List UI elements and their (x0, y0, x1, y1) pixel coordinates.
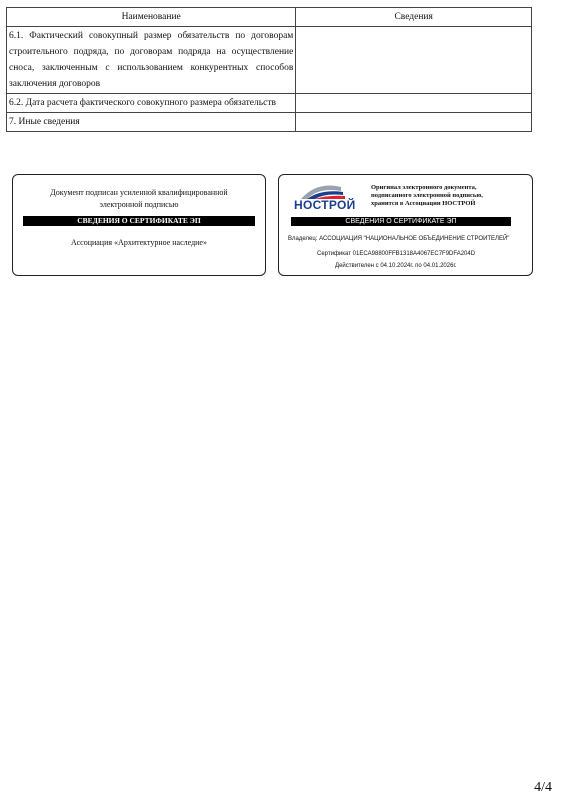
row-label: 6.2. Дата расчета фактического совокупного размера обязательств (7, 94, 296, 113)
signed-notice (23, 187, 255, 211)
original-notice (371, 184, 521, 208)
signature-stamp-right (278, 174, 533, 276)
table-row (7, 94, 532, 113)
signed-line-1: Документ подписан усиленной квалифицированной (50, 188, 228, 197)
logo-flag-icon (291, 183, 359, 199)
header-details: Сведения (296, 8, 532, 27)
signer-organization: Ассоциация «Архитектурное наследие» (71, 238, 207, 247)
certificate-serial: Сертификат 01ECA98800FFB1318A4067EC7F9DFA204D (317, 251, 476, 257)
certificate-owner: Владелец: АССОЦИАЦИЯ "НАЦИОНАЛЬНОЕ ОБЪЕДИНЕНИЕ СТРОИТЕЛЕЙ" (288, 236, 510, 242)
certificate-bar: СВЕДЕНИЯ О СЕРТИФИКАТЕ ЭП (291, 217, 511, 226)
certificate-bar: СВЕДЕНИЯ О СЕРТИФИКАТЕ ЭП (23, 216, 255, 226)
row-value (296, 27, 532, 94)
original-line-3: хранится в Ассоциации НОСТРОЙ (371, 200, 476, 207)
header-name: Наименование (7, 8, 296, 27)
page-number: 4/4 (534, 780, 552, 795)
row-value (296, 94, 532, 113)
row-label: 7. Иные сведения (7, 113, 296, 132)
row-label: 6.1. Фактический совокупный размер обязательств по договорам строительного подряда, по договорам подряда на осуществление сноса, заключенным с использованием конкурентных способов заключения договоров (7, 27, 296, 94)
signed-line-2: электронной подписью (99, 200, 179, 209)
row-value (296, 113, 532, 132)
table-header-row (7, 8, 532, 27)
table-row (7, 113, 532, 132)
info-table (6, 7, 532, 132)
nostroy-logo (291, 183, 359, 213)
table-row (7, 27, 532, 94)
original-line-2: подписанного электронной подписью, (371, 192, 483, 199)
signature-stamp-left (12, 174, 266, 276)
certificate-validity: Действителен с 04.10.2024г. по 04.01.2026г. (335, 263, 457, 269)
logo-text: НОСТРОЙ (294, 198, 356, 212)
original-line-1: Оригинал электронного документа, (371, 184, 477, 191)
